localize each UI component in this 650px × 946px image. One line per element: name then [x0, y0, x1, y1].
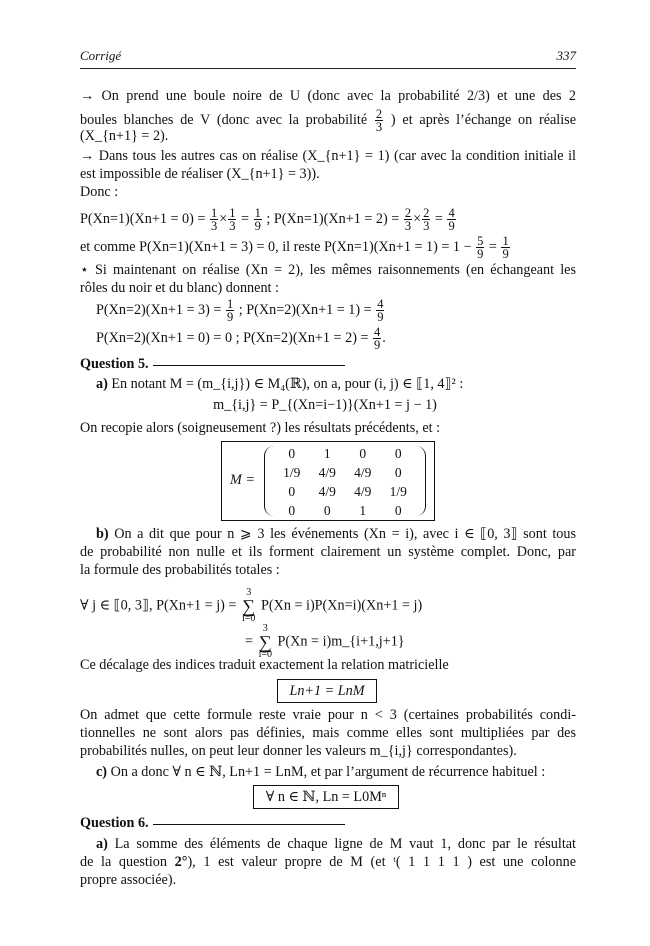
text-line: (X_{n+1} = 2).	[80, 128, 169, 144]
header-chapter: Corrigé	[80, 48, 122, 63]
equation-line: P(Xn=2)(Xn+1 = 0) = 0 ; P(Xn=2)(Xn+1 = 2) = $\frac{4}{9}$ .	[96, 325, 386, 352]
matrix-cell: 0	[323, 503, 331, 518]
text-line: On recopie alors (soigneusement ?) les résultats précédents, et :	[80, 420, 441, 436]
equation-line: P(Xn=2)(Xn+1 = 3) = $\frac{1}{9}$ ; P(Xn=2)(Xn+1 = 1) = $\frac{4}{9}$	[96, 297, 384, 324]
text-line: c) On a donc ∀ n ∈ ℕ, Ln+1 = LnM, et par l’argument de récurrence habituel :	[96, 764, 546, 780]
matrix-cell: 0	[394, 465, 402, 480]
matrix-cell: 1	[323, 446, 331, 461]
fraction: $\frac{2}{3}$	[375, 107, 383, 134]
right-paren	[415, 446, 426, 516]
matrix-cell: 1/9	[283, 465, 301, 480]
matrix-cell: 0	[288, 503, 296, 518]
text-line: Donc :	[80, 184, 119, 200]
matrix-cell: 0	[394, 503, 402, 518]
question-6-heading: Question 6.	[80, 815, 576, 832]
text-line: tionnelles ne sont alors pas définies, mais comme elles sont multipliées par des	[80, 725, 576, 741]
text-line: a) La somme des éléments de chaque ligne de M vaut 1, donc par le résultat	[96, 836, 576, 852]
matrix-cell: 4/9	[318, 465, 336, 480]
text-line: propre associée).	[80, 872, 177, 888]
matrix-cell: 0	[394, 446, 402, 461]
matrix-cell: 0	[288, 484, 296, 499]
matrix-cell: 1	[359, 503, 367, 518]
matrix-label: M =	[230, 472, 255, 488]
matrix-M-box	[221, 441, 435, 521]
matrix-cell: 4/9	[354, 484, 372, 499]
text-line: Ce décalage des indices traduit exactement la relation matricielle	[80, 657, 449, 673]
equation-line: et comme P(Xn=1)(Xn+1 = 3) = 0, il reste P(Xn=1)(Xn+1 = 1) = 1 − $\frac{5}{9}$ = $\frac{1}{9}$	[80, 234, 509, 261]
matrix-cell: 4/9	[318, 484, 336, 499]
matrix-cell: 0	[359, 446, 367, 461]
text-line: rôles du noir et du blanc) donnent :	[80, 280, 279, 296]
matrix-cell: 1/9	[389, 484, 407, 499]
boxed-Ln-formula: ∀ n ∈ ℕ, Ln = L0Mⁿ	[253, 785, 399, 809]
running-header	[80, 48, 576, 69]
matrix-cell: 4/9	[354, 465, 372, 480]
text-line: a) En notant M = (m_{i,j}) ∈ M₄(ℝ), on a, pour (i, j) ∈ ⟦1, 4⟧² :	[96, 376, 464, 392]
text-line: de probabilité non nulle et ils forment clairement un système complet. Donc, par	[80, 544, 576, 560]
boxed-recurrence: Ln+1 = LnM	[277, 679, 377, 703]
text-line: ⋆ Si maintenant on réalise (Xn = 2), les mêmes raisonnements (en échangeant les	[80, 262, 576, 278]
total-prob-formula-2: = 3 ∑ i=0 P(Xn = i)m_{i+1,j+1}	[245, 623, 405, 660]
equation-line: P(Xn=1)(Xn+1 = 0) = $\frac{1}{3}$ × $\frac{1}{3}$ = $\frac{1}{9}$ ; P(Xn=1)(Xn+1 = 2) = $\frac{2}{3}$ × $\frac{2}{3}$ = $\frac{4}{9}$	[80, 206, 455, 233]
question-5-heading: Question 5.	[80, 356, 576, 373]
text-line: de la question 2°), 1 est valeur propre de M (et ᵗ( 1 1 1 1 ) est une colonne	[80, 854, 577, 870]
text-line: → Dans tous les autres cas on réalise (X_{n+1} = 1) (car avec la condition initiale il	[80, 148, 576, 164]
text-line: boules blanches de V (donc avec la probabilité $\frac{2}{3}$ ) et après l’échange on réalise	[80, 107, 576, 134]
formula-mij: m_{i,j} = P_{(Xn=i−1)}(Xn+1 = j − 1)	[213, 397, 437, 413]
text-line: On admet que cette formule reste vraie pour n < 3 (certaines probabilités condi-	[80, 707, 576, 723]
text-line: b) On a dit que pour n ⩾ 3 les événements (Xn = i), avec i ∈ ⟦0, 3⟧ sont tous	[96, 526, 577, 542]
matrix-cells	[274, 444, 416, 520]
text-line: → On prend une boule noire de U (donc avec la probabilité 2/3) et une des 2	[80, 88, 576, 104]
text-line: la formule des probabilités totales :	[80, 562, 280, 578]
total-prob-formula-1: ∀ j ∈ ⟦0, 3⟧, P(Xn+1 = j) = 3 ∑ i=0 P(Xn = i)P(Xn=i)(Xn+1 = j)	[80, 587, 423, 624]
text-line: probabilités nulles, on peut leur donner les valeurs m_{i,j} correspondantes).	[80, 743, 517, 759]
matrix-cell: 0	[288, 446, 296, 461]
text-line: est impossible de réaliser (X_{n+1} = 3)).	[80, 166, 320, 182]
page-number: 337	[556, 48, 576, 63]
